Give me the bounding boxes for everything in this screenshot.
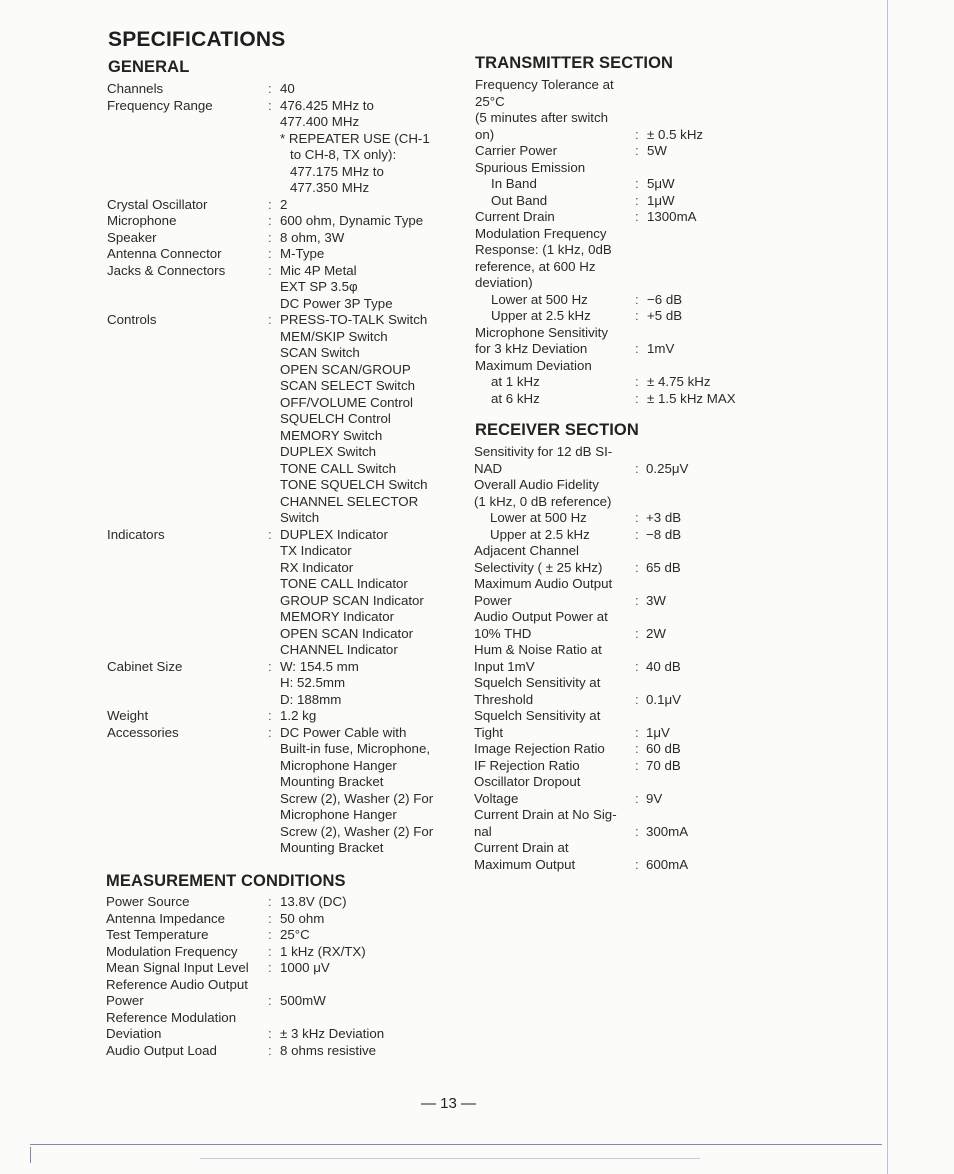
general-value: CHANNEL SELECTOR — [280, 493, 419, 509]
transmitter-label: deviation) — [475, 275, 533, 290]
transmitter-heading: TRANSMITTER SECTION — [475, 54, 674, 72]
colon-separator: : — [635, 625, 639, 641]
colon-separator: : — [268, 894, 272, 909]
receiver-label: Adjacent Channel — [474, 543, 579, 558]
general-value: MEMORY Switch — [280, 427, 383, 443]
transmitter-label: Microphone Sensitivity — [475, 324, 609, 340]
transmitter-label: Spurious Emission — [475, 159, 586, 175]
general-value: M-Type — [280, 246, 325, 261]
colon-separator: : — [268, 708, 272, 723]
measurement-value: 25°C — [280, 927, 310, 942]
page-title: SPECIFICATIONS — [108, 28, 286, 51]
transmitter-value: +5 dB — [647, 308, 683, 323]
transmitter-label: Current Drain — [475, 209, 555, 224]
general-label: Jacks & Connectors — [107, 262, 226, 278]
colon-separator: : — [635, 374, 639, 389]
transmitter-label: on) — [475, 126, 495, 142]
receiver-label: Sensitivity for 12 dB SI- — [474, 444, 613, 459]
transmitter-label: Lower at 500 Hz — [491, 291, 588, 307]
colon-separator: : — [635, 126, 639, 142]
receiver-value: 1μV — [646, 724, 670, 740]
transmitter-label: at 1 kHz — [491, 374, 540, 389]
general-label: Microphone — [107, 213, 177, 228]
receiver-label: Squelch Sensitivity at — [474, 675, 601, 690]
colon-separator: : — [268, 927, 272, 942]
receiver-value: 70 dB — [646, 757, 681, 773]
colon-separator: : — [635, 341, 639, 356]
colon-separator: : — [268, 196, 272, 212]
colon-separator: : — [635, 390, 639, 406]
general-value: 1.2 kg — [280, 708, 317, 723]
colon-separator: : — [635, 510, 639, 525]
measurement-value: 500mW — [280, 993, 326, 1008]
general-value: TONE SQUELCH Switch — [280, 477, 428, 492]
measurement-label: Antenna Impedance — [106, 910, 226, 926]
general-value: Screw (2), Washer (2) For — [280, 790, 434, 806]
receiver-label: IF Rejection Ratio — [474, 757, 580, 773]
bottom-margin-line — [30, 1144, 882, 1145]
receiver-label: nal — [474, 823, 492, 839]
receiver-label: Image Rejection Ratio — [474, 741, 605, 756]
receiver-label: NAD — [474, 460, 503, 476]
measurement-value: 1 kHz (RX/TX) — [280, 943, 366, 959]
measurement-label: Power — [106, 993, 144, 1008]
general-value: Microphone Hanger — [280, 757, 397, 773]
transmitter-label: Carrier Power — [475, 143, 558, 158]
colon-separator: : — [635, 143, 639, 158]
general-value: SCAN Switch — [280, 345, 360, 360]
colon-separator: : — [268, 312, 272, 327]
receiver-label: Current Drain at — [474, 840, 569, 855]
general-value: SCAN SELECT Switch — [280, 378, 415, 393]
colon-separator: : — [268, 97, 272, 113]
general-label: Speaker — [107, 229, 157, 245]
receiver-label: Hum & Noise Ratio at — [474, 642, 602, 657]
general-value: 477.400 MHz — [280, 114, 360, 129]
receiver-label: Input 1mV — [474, 658, 535, 674]
general-value: Built-in fuse, Microphone, — [280, 741, 431, 756]
measurement-label: Reference Modulation — [106, 1009, 237, 1025]
general-value: EXT SP 3.5φ — [280, 279, 358, 294]
general-value: CHANNEL Indicator — [280, 642, 398, 657]
measurement-label: Power Source — [106, 894, 190, 909]
measurement-heading: MEASUREMENT CONDITIONS — [106, 872, 346, 890]
colon-separator: : — [635, 209, 639, 224]
measurement-value: 8 ohms resistive — [280, 1042, 377, 1058]
transmitter-value: ± 4.75 kHz — [647, 374, 711, 389]
colon-separator: : — [635, 823, 639, 839]
receiver-label: Maximum Output — [474, 856, 576, 872]
general-value: 476.425 MHz to — [280, 97, 374, 113]
general-value: 2 — [280, 196, 288, 212]
general-value: Mounting Bracket — [280, 840, 384, 855]
bottom-corner-tick — [30, 1147, 31, 1163]
general-value: OFF/VOLUME Control — [280, 394, 413, 410]
transmitter-label: In Band — [491, 176, 537, 191]
general-heading: GENERAL — [108, 58, 190, 76]
colon-separator: : — [635, 308, 639, 323]
bottom-faint-line — [200, 1158, 700, 1159]
general-value: * REPEATER USE (CH-1 — [280, 130, 430, 146]
receiver-label: 10% THD — [474, 625, 532, 641]
general-value: RX Indicator — [280, 559, 354, 575]
general-value: DUPLEX Indicator — [280, 526, 388, 542]
colon-separator: : — [268, 229, 272, 245]
measurement-label: Mean Signal Input Level — [106, 960, 249, 975]
general-value: TONE CALL Switch — [280, 460, 397, 476]
transmitter-label: at 6 kHz — [491, 390, 540, 406]
receiver-heading: RECEIVER SECTION — [475, 421, 639, 439]
page-number: — 13 — — [421, 1095, 477, 1112]
colon-separator: : — [268, 81, 272, 96]
colon-separator: : — [635, 559, 639, 575]
measurement-value: 1000 μV — [280, 960, 330, 975]
receiver-value: 0.1μV — [646, 691, 682, 707]
receiver-label: Audio Output Power at — [474, 609, 608, 624]
general-label: Frequency Range — [107, 97, 213, 113]
colon-separator: : — [268, 724, 272, 740]
general-value: Switch — [280, 510, 320, 525]
transmitter-label: Frequency Tolerance at — [475, 77, 614, 92]
colon-separator: : — [635, 691, 639, 707]
general-value: 477.350 MHz — [290, 180, 370, 195]
general-value: DUPLEX Switch — [280, 444, 377, 459]
colon-separator: : — [635, 460, 639, 476]
colon-separator: : — [268, 943, 272, 959]
receiver-value: 40 dB — [646, 658, 681, 674]
transmitter-value: 1μW — [647, 192, 675, 208]
measurement-label: Audio Output Load — [106, 1042, 217, 1058]
transmitter-label: reference, at 600 Hz — [475, 258, 596, 274]
receiver-label: Maximum Audio Output — [474, 576, 613, 591]
receiver-label: Threshold — [474, 691, 534, 707]
colon-separator: : — [268, 960, 272, 975]
colon-separator: : — [268, 262, 272, 278]
general-value: SQUELCH Control — [280, 411, 391, 426]
receiver-label: Current Drain at No Sig- — [474, 807, 617, 822]
general-label: Weight — [107, 708, 149, 723]
transmitter-label: Upper at 2.5 kHz — [491, 308, 591, 323]
receiver-label: Power — [474, 592, 512, 608]
general-value: H: 52.5mm — [280, 675, 346, 690]
receiver-label: Overall Audio Fidelity — [474, 477, 599, 492]
receiver-value: 0.25μV — [646, 460, 689, 476]
general-value: TONE CALL Indicator — [280, 576, 408, 591]
receiver-value: 2W — [646, 625, 666, 641]
general-value: MEMORY Indicator — [280, 609, 395, 624]
transmitter-value: −6 dB — [647, 291, 683, 307]
general-label: Crystal Oscillator — [107, 196, 208, 212]
receiver-label: Oscillator Dropout — [474, 774, 581, 789]
general-value: 8 ohm, 3W — [280, 229, 345, 245]
colon-separator: : — [268, 246, 272, 261]
colon-separator: : — [635, 592, 639, 608]
transmitter-label: (5 minutes after switch — [475, 110, 609, 125]
general-value: 477.175 MHz to — [290, 163, 384, 179]
colon-separator: : — [635, 724, 639, 740]
receiver-label: Upper at 2.5 kHz — [490, 526, 590, 542]
colon-separator: : — [268, 1042, 272, 1058]
general-value: Microphone Hanger — [280, 807, 397, 822]
colon-separator: : — [635, 192, 639, 208]
general-value: DC Power 3P Type — [280, 295, 393, 311]
transmitter-label: Out Band — [491, 192, 548, 208]
measurement-value: ± 3 kHz Deviation — [280, 1026, 385, 1041]
general-value: Mounting Bracket — [280, 774, 384, 789]
receiver-label: (1 kHz, 0 dB reference) — [474, 493, 612, 509]
general-value: 600 ohm, Dynamic Type — [280, 213, 424, 228]
right-margin-line — [887, 0, 888, 1174]
receiver-value: +3 dB — [646, 510, 682, 525]
transmitter-value: 1mV — [647, 341, 675, 356]
transmitter-label: 25°C — [475, 93, 505, 109]
colon-separator: : — [268, 910, 272, 926]
general-value: OPEN SCAN/GROUP — [280, 361, 411, 377]
transmitter-value: ± 1.5 kHz MAX — [647, 390, 736, 406]
colon-separator: : — [635, 741, 639, 756]
transmitter-value: 1300mA — [647, 209, 697, 224]
colon-separator: : — [268, 1026, 272, 1041]
general-value: D: 188mm — [280, 691, 342, 707]
receiver-value: 3W — [646, 592, 666, 608]
transmitter-label: Maximum Deviation — [475, 357, 592, 373]
general-value: W: 154.5 mm — [280, 658, 359, 674]
general-value: 40 — [280, 81, 295, 96]
general-value: TX Indicator — [280, 543, 352, 558]
general-label: Indicators — [107, 526, 165, 542]
receiver-label: Voltage — [474, 790, 519, 806]
general-value: GROUP SCAN Indicator — [280, 592, 424, 608]
transmitter-value: 5W — [647, 143, 667, 158]
colon-separator: : — [635, 658, 639, 674]
measurement-value: 13.8V (DC) — [280, 894, 347, 909]
colon-separator: : — [635, 757, 639, 773]
receiver-label: Tight — [474, 724, 504, 740]
colon-separator: : — [268, 213, 272, 228]
colon-separator: : — [268, 993, 272, 1008]
colon-separator: : — [635, 790, 639, 806]
transmitter-value: 5μW — [647, 176, 675, 191]
receiver-label: Selectivity ( ± 25 kHz) — [474, 559, 603, 575]
general-value: Mic 4P Metal — [280, 262, 357, 278]
general-value: to CH-8, TX only): — [290, 147, 397, 162]
receiver-value: 9V — [646, 790, 663, 806]
measurement-label: Test Temperature — [106, 927, 209, 942]
colon-separator: : — [635, 176, 639, 191]
receiver-value: 60 dB — [646, 741, 681, 756]
colon-separator: : — [268, 526, 272, 542]
transmitter-value: ± 0.5 kHz — [647, 126, 704, 142]
general-label: Channels — [107, 81, 164, 96]
measurement-label: Deviation — [106, 1026, 162, 1041]
measurement-label: Reference Audio Output — [106, 976, 248, 992]
receiver-label: Squelch Sensitivity at — [474, 708, 601, 723]
measurement-value: 50 ohm — [280, 910, 325, 926]
colon-separator: : — [268, 658, 272, 674]
transmitter-label: for 3 kHz Deviation — [475, 341, 588, 356]
general-value: MEM/SKIP Switch — [280, 328, 388, 344]
receiver-label: Lower at 500 Hz — [490, 510, 587, 525]
general-label: Cabinet Size — [107, 658, 183, 674]
measurement-label: Modulation Frequency — [106, 943, 238, 959]
general-value: PRESS-TO-TALK Switch — [280, 312, 428, 327]
transmitter-label: Response: (1 kHz, 0dB — [475, 242, 612, 257]
receiver-value: −8 dB — [646, 526, 682, 542]
general-label: Controls — [107, 312, 157, 327]
receiver-value: 65 dB — [646, 559, 681, 575]
general-label: Accessories — [107, 724, 179, 740]
general-value: Screw (2), Washer (2) For — [280, 823, 434, 839]
general-label: Antenna Connector — [107, 246, 222, 261]
general-value: OPEN SCAN Indicator — [280, 625, 414, 641]
receiver-value: 600mA — [646, 856, 689, 872]
colon-separator: : — [635, 291, 639, 307]
colon-separator: : — [635, 856, 639, 872]
general-value: DC Power Cable with — [280, 724, 407, 740]
transmitter-label: Modulation Frequency — [475, 225, 607, 241]
receiver-value: 300mA — [646, 823, 689, 839]
colon-separator: : — [635, 526, 639, 542]
